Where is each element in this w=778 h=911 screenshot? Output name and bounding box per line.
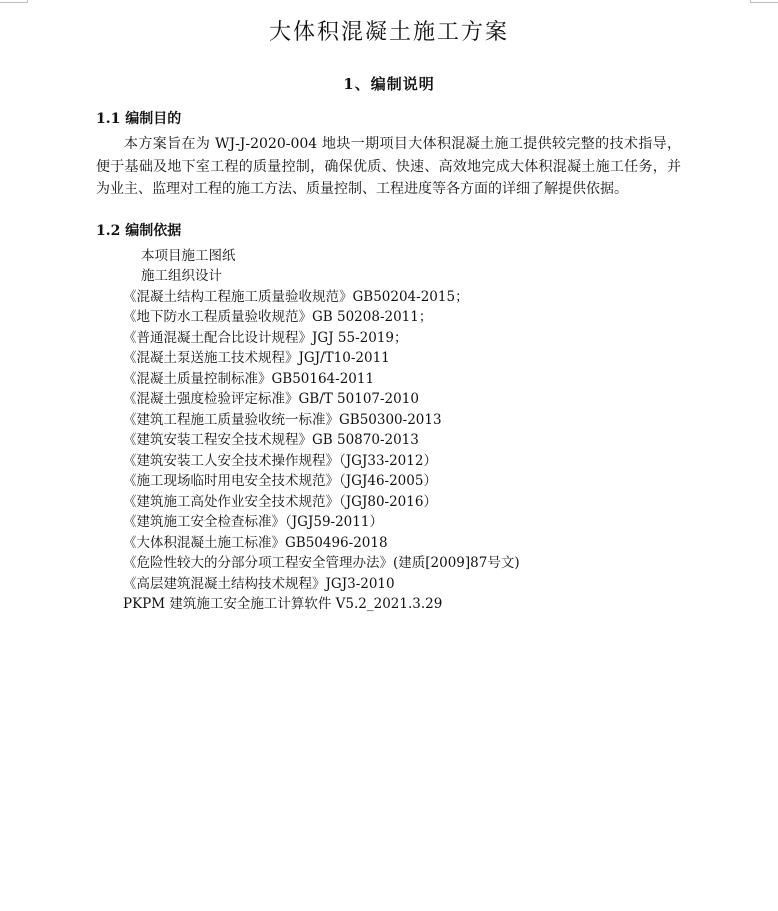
basis-item: 《建筑安装工人安全技术操作规程》（JGJ33-2012） xyxy=(123,453,437,469)
document-title: 大体积混凝土施工方案 xyxy=(268,20,509,45)
page-corner-mark-right xyxy=(750,0,778,3)
basis-item: 《建筑安装工程安全技术规程》GB 50870-2013 xyxy=(123,432,419,448)
basis-item: PKPM 建筑施工安全施工计算软件 V5.2_2021.3.29 xyxy=(123,596,443,612)
basis-item: 《混凝土强度检验评定标准》GB/T 50107-2010 xyxy=(123,391,419,407)
basis-item: 《混凝土泵送施工技术规程》JGJ/T10-2011 xyxy=(123,350,390,366)
basis-item: 《建筑工程施工质量验收统一标准》GB50300-2013 xyxy=(123,412,442,428)
purpose-paragraph: 本方案旨在为 WJ-J-2020-004 地块一期项目大体积混凝土施工提供较完整的技术指导，便于基础及地下室工程的质量控制，确保优质、快速、高效地完成大体积混凝土施工任务，并为业主、监理对工程的施工方法、质量控制、工程进度等各方面的详细了解提供依据。 xyxy=(96,136,681,197)
section-title: 1、编制说明 xyxy=(343,75,435,93)
basis-item: 《大体积混凝土施工标准》GB50496-2018 xyxy=(123,535,388,551)
basis-item: 《混凝土质量控制标准》GB50164-2011 xyxy=(123,371,375,387)
basis-item: 《高层建筑混凝土结构技术规程》JGJ3-2010 xyxy=(123,576,395,592)
basis-item: 《施工现场临时用电安全技术规范》（JGJ46-2005） xyxy=(123,473,437,489)
basis-item: 施工组织设计 xyxy=(141,268,222,284)
basis-item: 《混凝土结构工程施工质量验收规范》GB50204-2015； xyxy=(123,289,469,305)
basis-item: 《建筑施工安全检查标准》（JGJ59-2011） xyxy=(123,514,383,530)
basis-item: 《危险性较大的分部分项工程安全管理办法》(建质[2009]87号文) xyxy=(123,555,520,571)
basis-item: 《地下防水工程质量验收规范》GB 50208-2011； xyxy=(123,309,433,325)
purpose-heading: 1.1 编制目的 xyxy=(96,111,182,127)
basis-item: 《建筑施工高处作业安全技术规范》（JGJ80-2016） xyxy=(123,494,437,510)
basis-item: 《普通混凝土配合比设计规程》JGJ 55-2019； xyxy=(123,330,408,346)
basis-heading: 1.2 编制依据 xyxy=(96,223,182,239)
basis-item: 本项目施工图纸 xyxy=(141,248,236,264)
page-corner-mark-left xyxy=(0,0,28,3)
